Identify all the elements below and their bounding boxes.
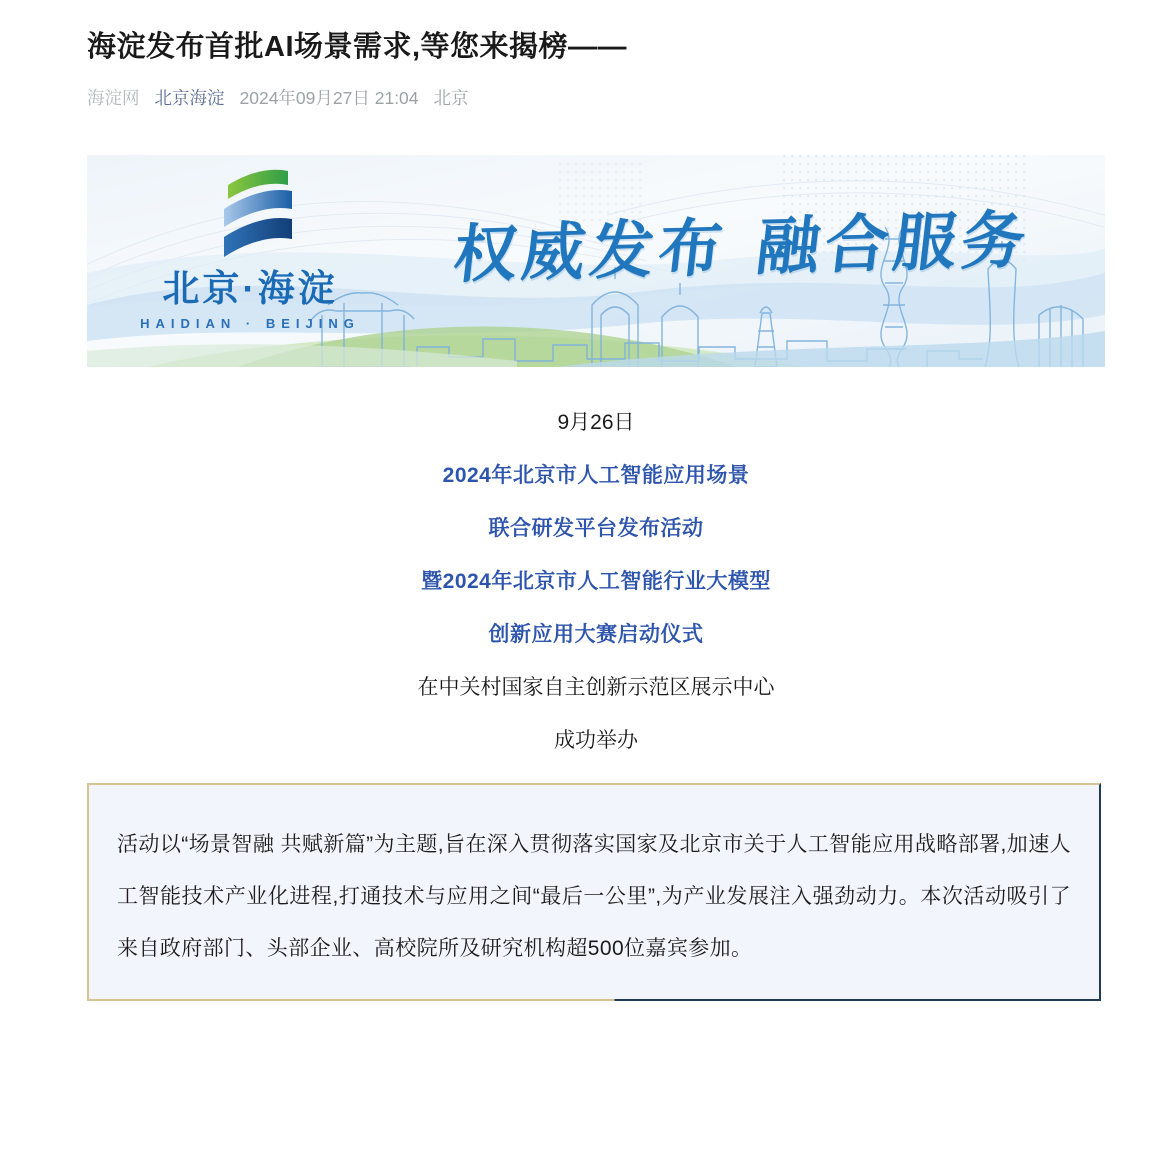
- slogan-gap: [724, 269, 754, 270]
- meta-account-link[interactable]: 北京海淀: [154, 88, 225, 108]
- meta-source: 海淀网: [87, 88, 140, 108]
- haidian-logo-icon: [185, 167, 315, 267]
- body-line-date: 9月26日: [557, 411, 635, 434]
- body-line-result: 成功举办: [554, 729, 638, 752]
- article-meta: [87, 86, 1105, 110]
- haidian-brand-block: [125, 167, 375, 331]
- body-line-venue: 在中关村国家自主创新示范区展示中心: [417, 676, 775, 699]
- article-title: 海淀发布首批AI场景需求,等您来揭榜——: [87, 31, 628, 63]
- banner-image: [87, 155, 1105, 367]
- article-page: [87, 28, 1105, 1001]
- banner-slogan-left: 权威发布: [449, 213, 731, 291]
- article-body: [87, 412, 1105, 751]
- body-line-event-3: 暨2024年北京市人工智能行业大模型: [421, 570, 771, 593]
- body-line-event-1: 2024年北京市人工智能应用场景: [442, 464, 750, 487]
- logo-text-cn: 北京·海淀: [162, 268, 338, 309]
- summary-text: 活动以“场景智融 共赋新篇”为主题,旨在深入贯彻落实国家及北京市关于人工智能应用战略部署,加速人工智能技术产业化进程,打通技术与应用之间“最后一公里”,为产业发展注入强劲动力。本次活动吸引了来自政府部门、头部企业、高校院所及研究机构超500位嘉宾参加。: [117, 833, 1071, 960]
- logo-text-en: HAIDIAN · BEIJING: [140, 316, 360, 331]
- body-line-event-4: 创新应用大赛启动仪式: [488, 623, 704, 646]
- body-line-event-2: 联合研发平台发布活动: [488, 517, 704, 540]
- banner-slogan-right: 融合服务: [752, 205, 1034, 283]
- summary-box: [87, 783, 1101, 1001]
- meta-location: 北京: [433, 88, 469, 108]
- banner-slogan: [396, 188, 1090, 297]
- meta-datetime: 2024年09月27日 21:04: [239, 88, 419, 108]
